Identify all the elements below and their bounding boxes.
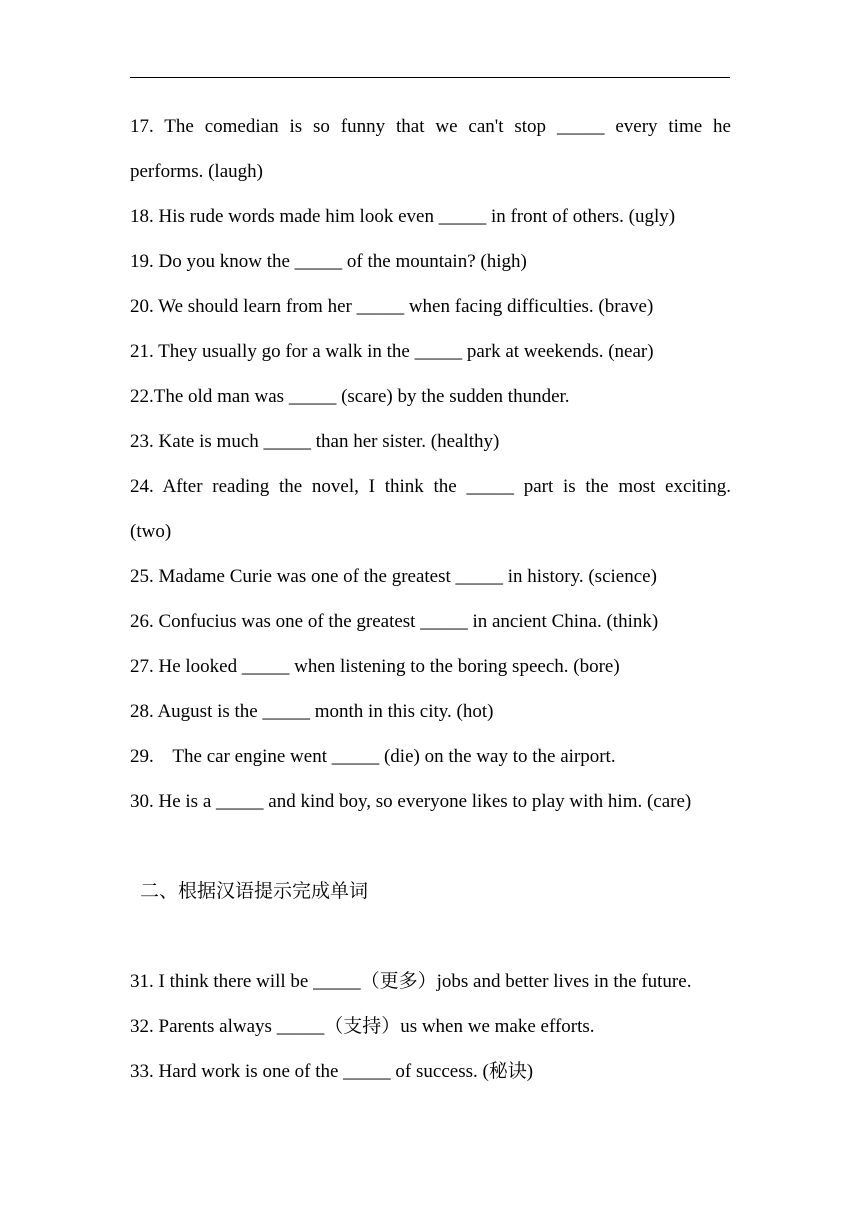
section-2-heading: 二、根据汉语提示完成单词 [140, 881, 369, 902]
question-20: 20. We should learn from her _____ when facing difficulties. (brave) [130, 296, 654, 317]
question-18: 18. His rude words made him look even _____ in front of others. (ugly) [130, 206, 676, 227]
question-28: 28. August is the _____ month in this city. (hot) [130, 701, 494, 722]
header-rule [130, 77, 730, 78]
question-33: 33. Hard work is one of the _____ of success. (秘诀) [130, 1061, 534, 1082]
question-22: 22.The old man was _____ (scare) by the sudden thunder. [130, 386, 570, 407]
question-27: 27. He looked _____ when listening to the boring speech. (bore) [130, 656, 620, 677]
question-17-line1: 17. The comedian is so funny that we can't stop _____ every time he [130, 116, 731, 137]
question-26: 26. Confucius was one of the greatest _____ in ancient China. (think) [130, 611, 659, 632]
question-21: 21. They usually go for a walk in the _____ park at weekends. (near) [130, 341, 654, 362]
question-30: 30. He is a _____ and kind boy, so everyone likes to play with him. (care) [130, 791, 692, 812]
question-25: 25. Madame Curie was one of the greatest _____ in history. (science) [130, 566, 657, 587]
question-29: 29. The car engine went _____ (die) on the way to the airport. [130, 746, 616, 767]
question-31: 31. I think there will be _____（更多）jobs and better lives in the future. [130, 971, 692, 992]
question-19: 19. Do you know the _____ of the mountain? (high) [130, 251, 527, 272]
question-17-line2: performs. (laugh) [130, 161, 263, 182]
question-24-line1: 24. After reading the novel, I think the _____ part is the most exciting. [130, 476, 731, 497]
question-32: 32. Parents always _____（支持）us when we make efforts. [130, 1016, 595, 1037]
question-23: 23. Kate is much _____ than her sister. (healthy) [130, 431, 500, 452]
question-24-line2: (two) [130, 521, 172, 542]
